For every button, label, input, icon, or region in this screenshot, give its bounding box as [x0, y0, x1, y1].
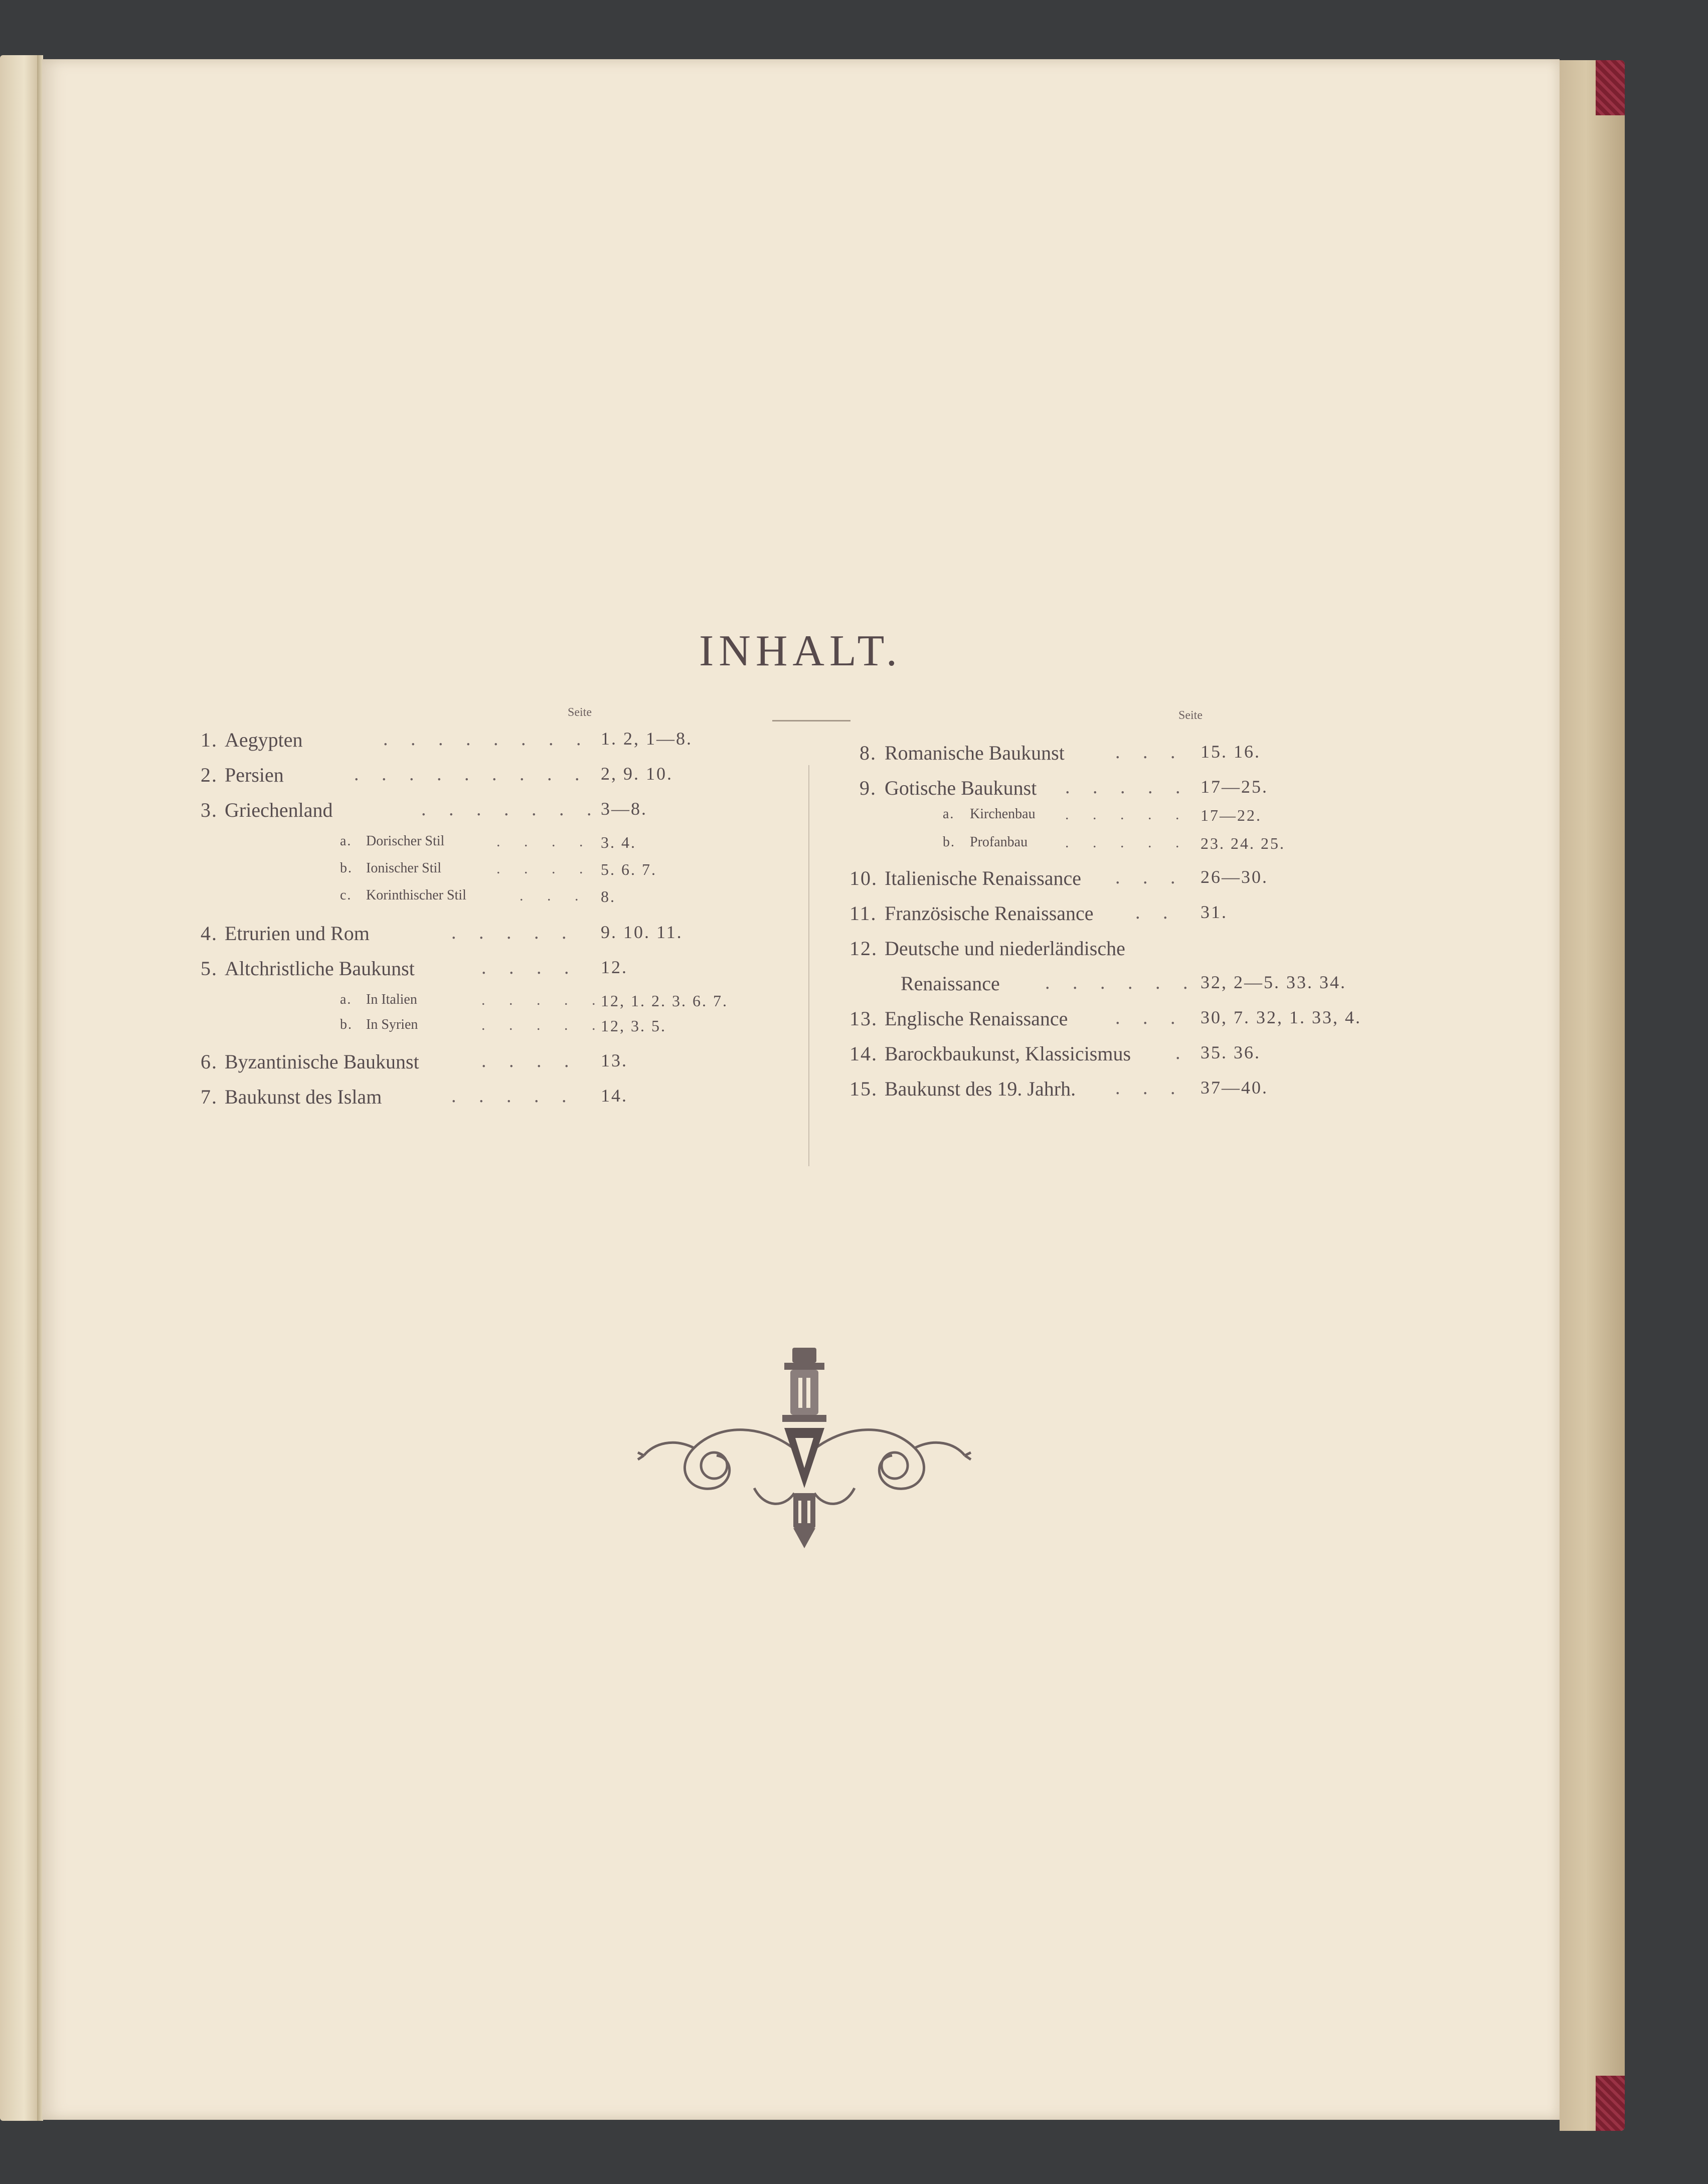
entry-number: 2.	[201, 764, 218, 786]
entry-label: Französische Renaissance	[885, 902, 1094, 925]
entry-pages: 37—40.	[1201, 1077, 1268, 1098]
left-page-edge	[0, 55, 40, 2121]
entry-label: Dorischer Stil	[366, 833, 445, 849]
entry-label: Persien	[225, 764, 284, 786]
entry-letter: b.	[340, 860, 353, 876]
entry-pages: 12, 1. 2. 3. 6. 7.	[601, 992, 728, 1010]
entry-leader: . . . . . .	[1045, 972, 1197, 993]
entry-leader: . . . .	[481, 1050, 578, 1071]
entry-number: 3.	[201, 799, 218, 821]
entry-label: In Italien	[366, 992, 417, 1007]
entry-number: 9.	[860, 777, 877, 799]
entry-leader: . . . . . . .	[421, 799, 601, 820]
entry-leader: . . . . .	[481, 992, 606, 1008]
entry-pages: 5. 6. 7.	[601, 860, 657, 878]
entry-number: 11.	[849, 902, 877, 925]
entry-number: 10.	[849, 867, 878, 889]
entry-leader: . . . . .	[1065, 777, 1189, 798]
entry-pages: 1. 2, 1—8.	[601, 729, 693, 749]
entry-pages: 23. 24. 25.	[1201, 834, 1285, 852]
entry-number: 7.	[201, 1085, 218, 1108]
entry-label: Korinthischer Stil	[366, 887, 466, 903]
entry-label: Italienische Renaissance	[885, 867, 1082, 889]
entry-leader: . . . .	[496, 833, 593, 850]
entry-pages: 15. 16.	[1201, 742, 1261, 762]
entry-leader: . . .	[1115, 742, 1184, 763]
column-divider	[808, 765, 809, 1166]
entry-leader: . . . . .	[481, 1017, 606, 1033]
entry-pages: 30, 7. 32, 1. 33, 4.	[1201, 1007, 1361, 1027]
entry-number: 14.	[849, 1042, 878, 1065]
entry-label: In Syrien	[366, 1017, 418, 1032]
entry-leader: . . .	[1115, 1007, 1184, 1028]
entry-number: 13.	[849, 1007, 878, 1030]
entry-label: Deutsche und niederländische	[885, 937, 1125, 960]
entry-leader: . . . . . . . .	[383, 729, 590, 750]
book-cover	[1560, 60, 1625, 2131]
entry-pages: 35. 36.	[1201, 1042, 1261, 1062]
entry-letter: a.	[943, 806, 955, 822]
entry-leader: . . . . .	[1065, 834, 1189, 851]
entry-leader: . .	[1135, 902, 1177, 923]
entry-label: Aegypten	[225, 729, 303, 751]
contents-page	[42, 59, 1560, 2120]
entry-letter: b.	[943, 834, 955, 850]
entry-label: Etrurien und Rom	[225, 922, 370, 945]
entry-label: Ionischer Stil	[366, 860, 442, 876]
entry-pages: 14.	[601, 1085, 628, 1106]
entry-leader: . . .	[1115, 1077, 1184, 1099]
entry-label: Renaissance	[901, 972, 1000, 995]
entry-number: 6.	[201, 1050, 218, 1073]
entry-number: 5.	[201, 957, 218, 980]
entry-leader: . . . . .	[1065, 806, 1189, 823]
entry-leader: . . . . .	[451, 1085, 576, 1107]
entry-pages: 17—22.	[1201, 806, 1262, 824]
page-title: INHALT.	[699, 627, 902, 675]
entry-pages: 26—30.	[1201, 867, 1268, 887]
entry-letter: a.	[340, 833, 352, 849]
entry-letter: a.	[340, 992, 352, 1007]
entry-label: Profanbau	[970, 834, 1028, 850]
entry-leader: . . .	[520, 887, 589, 904]
entry-label: Englische Renaissance	[885, 1007, 1068, 1030]
entry-label: Griechenland	[225, 799, 333, 821]
entry-pages: 12, 3. 5.	[601, 1017, 666, 1035]
entry-number: 4.	[201, 922, 218, 945]
entry-label: Altchristliche Baukunst	[225, 957, 415, 980]
entry-pages: 2, 9. 10.	[601, 764, 673, 784]
entry-number: 1.	[201, 729, 218, 751]
title-rule	[772, 720, 850, 721]
entry-label: Baukunst des Islam	[225, 1085, 382, 1108]
spine-corner-bottom	[1596, 2076, 1625, 2131]
seite-label-right: Seite	[1178, 709, 1203, 722]
entry-leader: . . . . . . . . .	[354, 764, 589, 785]
entry-label: Barockbaukunst, Klassicismus	[885, 1042, 1131, 1065]
entry-pages: 31.	[1201, 902, 1228, 922]
entry-label: Byzantinische Baukunst	[225, 1050, 419, 1073]
entry-label: Kirchenbau	[970, 806, 1036, 822]
entry-leader: . . . .	[496, 860, 593, 877]
entry-leader: . . . .	[481, 957, 578, 978]
decorative-ornament	[634, 1343, 975, 1553]
entry-pages: 9. 10. 11.	[601, 922, 683, 942]
entry-letter: c.	[340, 887, 352, 903]
entry-number: 8.	[860, 742, 877, 764]
entry-leader: . . . . .	[451, 922, 576, 943]
seite-label-left: Seite	[568, 706, 592, 719]
entry-pages: 8.	[601, 887, 616, 905]
entry-pages: 17—25.	[1201, 777, 1268, 797]
entry-pages: 13.	[601, 1050, 628, 1070]
entry-leader: .	[1175, 1042, 1189, 1063]
spine-corner-top	[1596, 60, 1625, 115]
entry-number: 12.	[849, 937, 878, 960]
entry-pages: 3—8.	[601, 799, 647, 819]
entry-pages: 3. 4.	[601, 833, 636, 851]
entry-pages: 12.	[601, 957, 628, 977]
entry-label: Romanische Baukunst	[885, 742, 1065, 764]
entry-pages: 32, 2—5. 33. 34.	[1201, 972, 1346, 992]
entry-label: Gotische Baukunst	[885, 777, 1037, 799]
entry-letter: b.	[340, 1017, 353, 1032]
entry-number: 15.	[849, 1077, 878, 1100]
entry-label: Baukunst des 19. Jahrh.	[885, 1077, 1076, 1100]
entry-leader: . . .	[1115, 867, 1184, 888]
